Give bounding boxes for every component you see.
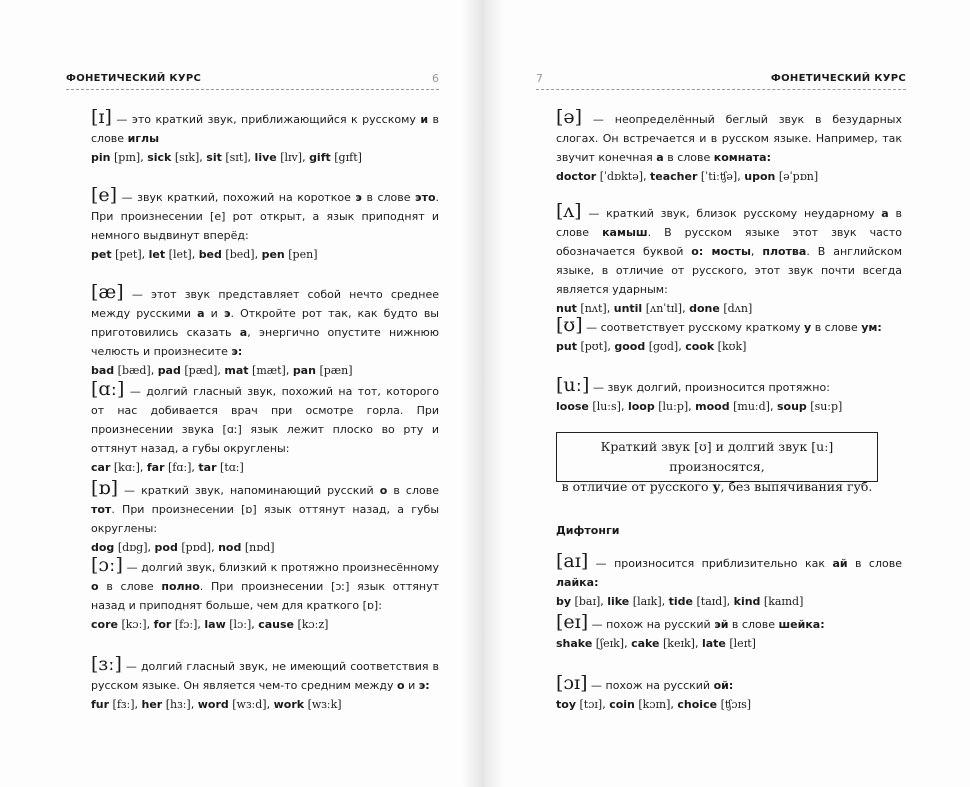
bold-text: э <box>223 307 231 320</box>
transcription: [tɔɪ] <box>579 698 603 711</box>
transcription: [pʊt] <box>580 340 608 353</box>
transcription: [pɒd] <box>181 541 212 554</box>
text: — это краткий звук, приближающийся к русскому <box>111 113 421 126</box>
entry-description <box>91 556 439 615</box>
bold-text: о: мосты <box>691 245 751 258</box>
text: . При произнесении [ɒ] язык оттянут назад, а губы округлены: <box>91 503 439 535</box>
examples-line: shake [ʃeɪk], cake [keɪk], late [leɪt] <box>556 637 756 650</box>
bold-text: лайка: <box>556 576 599 589</box>
example-word: far <box>146 461 165 474</box>
transcription: [keɪk] <box>663 637 695 650</box>
example-word: toy <box>556 698 576 711</box>
transcription: [luːs] <box>592 400 621 413</box>
phonetic-symbol: [æ] <box>91 281 124 303</box>
left-gutter-shadow <box>462 0 484 787</box>
sound-entry <box>91 655 439 714</box>
transcription: [fɑː] <box>168 461 192 474</box>
bold-text: о <box>379 484 388 497</box>
bold-text: у <box>804 321 812 334</box>
example-word: pad <box>157 364 181 377</box>
sound-entry <box>91 186 439 264</box>
example-word: late <box>701 637 726 650</box>
sound-entry <box>556 316 902 356</box>
note-line-2 <box>557 477 877 497</box>
bold-text: камыш <box>602 226 648 239</box>
example-word: word <box>197 698 229 711</box>
phonetic-symbol: [e] <box>91 184 118 206</box>
bold-text: шейка: <box>778 618 825 631</box>
phonetic-symbol: [ɑː] <box>91 378 125 400</box>
transcription: [let] <box>168 248 192 261</box>
text: . В русском языке этот звук часто обозначается буквой <box>556 226 903 258</box>
example-word: mood <box>695 400 730 413</box>
transcription: [pæd] <box>184 364 218 377</box>
transcription: [fɜː] <box>112 698 135 711</box>
example-word: mat <box>224 364 249 377</box>
transcription: [ʧɔɪs] <box>720 698 752 711</box>
text: , <box>750 245 763 258</box>
bold-text: а <box>197 307 205 320</box>
transcription: [gʊd] <box>648 340 679 353</box>
example-word: upon <box>744 170 776 183</box>
text: . При произнесении [e] рот открыт, а язык приподнят и немного выдвинут вперёд: <box>91 191 439 242</box>
phonetic-symbol: [ə] <box>556 106 583 128</box>
text: в слове <box>556 207 902 239</box>
transcription: [wɜːk] <box>307 698 342 711</box>
phonetic-symbol: [ɔː] <box>91 554 123 576</box>
bold-text: комната: <box>713 151 771 164</box>
page-number: 6 <box>432 72 439 85</box>
example-word: work <box>273 698 305 711</box>
example-word: by <box>556 595 572 608</box>
example-word: nut <box>556 302 577 315</box>
text: и <box>404 679 419 692</box>
note-text: , без выпячивания губ. <box>720 479 873 494</box>
transcription: [tɑː] <box>220 461 244 474</box>
text: в слове <box>811 321 862 334</box>
entry-description <box>91 108 439 148</box>
example-word: pin <box>91 151 111 164</box>
note-box <box>556 432 878 494</box>
bold-text: плотва <box>762 245 807 258</box>
phonetic-symbol: [ɒ] <box>91 477 118 499</box>
bold-text: э: <box>418 679 430 692</box>
examples-line: put [pʊt], good [gʊd], cook [kʊk] <box>556 340 747 353</box>
example-word: doctor <box>556 170 597 183</box>
phonetic-symbol: [ʊ] <box>556 314 583 336</box>
sound-entry <box>91 283 439 380</box>
text: в слове <box>98 580 162 593</box>
example-word: fur <box>91 698 110 711</box>
text: в слове <box>361 191 416 204</box>
transcription: [kɔː] <box>121 618 147 631</box>
example-word: until <box>613 302 643 315</box>
bold-text: а <box>881 207 889 220</box>
entry-description <box>556 376 902 397</box>
example-word: pet <box>91 248 112 261</box>
running-title: ФОНЕТИЧЕСКИЙ КУРС <box>770 73 906 84</box>
text: в слове <box>91 113 439 145</box>
text: в слове <box>663 151 714 164</box>
transcription: [pæn] <box>319 364 353 377</box>
transcription: [dɒg] <box>117 541 148 554</box>
running-title: ФОНЕТИЧЕСКИЙ КУРС <box>66 73 202 84</box>
example-word: cook <box>685 340 715 353</box>
transcription: [kɔːz] <box>297 618 329 631</box>
transcription: [suːp] <box>810 400 843 413</box>
entry-description <box>556 316 902 337</box>
transcription: [ˈdɒktə] <box>599 170 643 183</box>
example-word: put <box>556 340 577 353</box>
examples-line: pin [pɪn], sick [sɪk], sit [sɪt], live [lɪv], gift [gɪft] <box>91 151 362 164</box>
left-page-header <box>66 71 439 90</box>
example-word: done <box>689 302 720 315</box>
transcription: [sɪk] <box>174 151 200 164</box>
example-word: car <box>91 461 111 474</box>
transcription: [ˈtiːʧə] <box>700 170 738 183</box>
note-text: в отличие от русского <box>561 479 713 494</box>
example-word: tide <box>668 595 693 608</box>
text: . В английском языке, в отличие от русского, этот звук почти всегда является ударным: <box>556 245 902 296</box>
example-word: cake <box>631 637 660 650</box>
example-word: law <box>204 618 226 631</box>
example-word: loose <box>556 400 589 413</box>
left-page <box>0 0 484 787</box>
bold-text: э: <box>231 345 243 358</box>
text: — звук долгий, произносится протяжно: <box>589 381 830 394</box>
right-gutter-shadow <box>486 0 504 787</box>
example-word: sick <box>147 151 172 164</box>
transcription: [muːd] <box>733 400 770 413</box>
bold-text: эй <box>714 618 729 631</box>
example-word: dog <box>91 541 115 554</box>
example-word: bed <box>198 248 222 261</box>
entry-description <box>556 552 902 592</box>
bold-text: а <box>656 151 664 164</box>
example-word: good <box>614 340 646 353</box>
right-page-header <box>536 71 906 90</box>
phonetic-symbol: [eɪ] <box>556 611 589 633</box>
transcription: [fɔː] <box>174 618 198 631</box>
examples-line: toy [tɔɪ], coin [kɔɪn], choice [ʧɔɪs] <box>556 698 752 711</box>
note-line-1: Краткий звук [ʊ] и долгий звук [uː] произносятся, <box>600 439 834 474</box>
text: . Откройте рот так, как будто вы приготовились сказать <box>91 307 439 339</box>
transcription: [wɜːd] <box>232 698 267 711</box>
example-word: like <box>607 595 630 608</box>
page-number: 7 <box>536 72 543 85</box>
transcription: [dʌn] <box>723 302 753 315</box>
transcription: [lɔː] <box>229 618 252 631</box>
transcription: [hɜː] <box>165 698 191 711</box>
phonetic-symbol: [aɪ] <box>556 550 589 572</box>
example-word: nod <box>218 541 242 554</box>
entry-description <box>91 479 439 538</box>
transcription: [kɑː] <box>113 461 140 474</box>
transcription: [ʃeɪk] <box>595 637 625 650</box>
phonetic-symbol: [ɔɪ] <box>556 672 588 694</box>
example-word: pen <box>261 248 285 261</box>
transcription: [sɪt] <box>225 151 248 164</box>
note-bold-letter: у <box>712 479 721 494</box>
text: — краткий звук, напоминающий русский <box>118 484 380 497</box>
sound-entry <box>91 108 439 167</box>
sound-entry <box>556 108 902 186</box>
transcription: [laɪk] <box>632 595 662 608</box>
transcription: [ʌnˈtɪl] <box>645 302 683 315</box>
diphthong-entry <box>556 674 902 714</box>
text: и <box>204 307 224 320</box>
entry-description <box>91 283 439 361</box>
diphthong-entry <box>556 613 902 653</box>
examples-line: by [baɪ], like [laɪk], tide [taɪd], kind [kaɪnd] <box>556 595 804 608</box>
example-word: let <box>148 248 166 261</box>
text: — соответствует русскому краткому <box>582 321 805 334</box>
sound-entry <box>556 202 902 318</box>
transcription: [kaɪnd] <box>763 595 804 608</box>
phonetic-symbol: [ɪ] <box>91 106 112 128</box>
phonetic-symbol: [ʌ] <box>556 200 582 222</box>
bold-text: о <box>397 679 405 692</box>
text: — похож на русский <box>587 679 714 692</box>
transcription: [lɪv] <box>280 151 303 164</box>
entry-description <box>91 655 439 695</box>
example-word: tar <box>198 461 217 474</box>
bold-text: это <box>415 191 436 204</box>
transcription: [bed] <box>225 248 255 261</box>
examples-line: fur [fɜː], her [hɜː], word [wɜːd], work [wɜːk] <box>91 698 342 711</box>
transcription: [luːp] <box>658 400 689 413</box>
sound-entry <box>91 556 439 634</box>
bold-text: ум: <box>861 321 882 334</box>
transcription: [kɔɪn] <box>638 698 671 711</box>
example-word: for <box>153 618 172 631</box>
bold-text: тот <box>91 503 112 516</box>
sound-entry <box>91 380 439 477</box>
text: в слове <box>387 484 439 497</box>
text: — произносится приблизительно как <box>588 557 833 570</box>
example-word: gift <box>309 151 331 164</box>
text: — этот звук представляет собой нечто среднее между русскими <box>91 288 439 320</box>
text: — долгий звук, близкий к протяжно произнесённому <box>122 561 439 574</box>
entry-description <box>556 613 902 634</box>
transcription: [pen] <box>288 248 318 261</box>
example-word: bad <box>91 364 115 377</box>
transcription: [baɪ] <box>574 595 601 608</box>
entry-description <box>91 380 439 458</box>
text: — звук краткий, похожий на короткое <box>117 191 356 204</box>
transcription: [pɪn] <box>113 151 141 164</box>
examples-line: bad [bæd], pad [pæd], mat [mæt], pan [pæn] <box>91 364 353 377</box>
transcription: [əˈpɒn] <box>778 170 819 183</box>
transcription: [nɒd] <box>244 541 275 554</box>
text: , энергично опустите нижнюю челюсть и произнесите <box>91 326 439 358</box>
example-word: cause <box>258 618 295 631</box>
text: . При произнесении [ɔː] язык оттянут назад и приподнят больше, чем для краткого [ɒ]: <box>91 580 439 612</box>
sound-entry <box>91 479 439 557</box>
text: — долгий гласный звук, не имеющий соответствия в русском языке. Он является чем-то средним между <box>91 660 439 692</box>
entry-description <box>556 674 902 695</box>
transcription: [mæt] <box>252 364 286 377</box>
example-word: pan <box>292 364 316 377</box>
bold-text: ой: <box>713 679 734 692</box>
transcription: [taɪd] <box>696 595 727 608</box>
text: — похож на русский <box>588 618 715 631</box>
example-word: loop <box>627 400 655 413</box>
examples-line: car [kɑː], far [fɑː], tar [tɑː] <box>91 461 244 474</box>
bold-text: э <box>355 191 362 204</box>
example-word: coin <box>609 698 635 711</box>
transcription: [pet] <box>115 248 142 261</box>
text: — краткий звук, близок русскому неударному <box>581 207 882 220</box>
phonetic-symbol: [uː] <box>556 374 590 396</box>
text: — неопределённый беглый звук в безударных слогах. Он встречается и в русском языке. Например, так звучит конечная <box>556 113 902 164</box>
entry-description <box>556 108 902 167</box>
transcription: [gɪft] <box>334 151 362 164</box>
examples-line: nut [nʌt], until [ʌnˈtɪl], done [dʌn] <box>556 302 753 315</box>
example-word: teacher <box>650 170 698 183</box>
text: в слове <box>847 557 902 570</box>
example-word: her <box>141 698 163 711</box>
transcription: [kʊk] <box>717 340 747 353</box>
examples-line: pet [pet], let [let], bed [bed], pen [pen] <box>91 248 318 261</box>
diphthong-entry <box>556 552 902 611</box>
bold-text: и <box>420 113 429 126</box>
transcription: [leɪt] <box>729 637 756 650</box>
bold-text: полно <box>161 580 200 593</box>
text: в слове <box>728 618 779 631</box>
examples-line: doctor [ˈdɒktə], teacher [ˈtiːʧə], upon [əˈpɒn] <box>556 170 819 183</box>
example-word: sit <box>206 151 222 164</box>
sound-entry <box>556 376 902 416</box>
right-page <box>486 0 970 787</box>
example-word: soup <box>776 400 807 413</box>
entry-description <box>556 202 902 299</box>
examples-line: loose [luːs], loop [luːp], mood [muːd], soup [suːp] <box>556 400 843 413</box>
example-word: kind <box>733 595 761 608</box>
example-word: shake <box>556 637 593 650</box>
bold-text: ай <box>832 557 848 570</box>
example-word: pod <box>154 541 178 554</box>
bold-text: о <box>91 580 99 593</box>
phonetic-symbol: [ɜː] <box>91 653 122 675</box>
text: — долгий гласный звук, похожий на тот, которого от нас добивается врач при осмотре горла. При произнесении звука [ɑː] язык лежит плоско во рту и оттянут назад, а губы округлены: <box>91 385 439 455</box>
example-word: core <box>91 618 118 631</box>
example-word: choice <box>677 698 718 711</box>
transcription: [bæd] <box>117 364 151 377</box>
entry-description <box>91 186 439 245</box>
bold-text: иглы <box>127 132 160 145</box>
examples-line: core [kɔː], for [fɔː], law [lɔː], cause [kɔːz] <box>91 618 329 631</box>
transcription: [nʌt] <box>580 302 607 315</box>
examples-line: dog [dɒg], pod [pɒd], nod [nɒd] <box>91 541 275 554</box>
section-title-diphthongs: Дифтонги <box>556 524 620 537</box>
example-word: live <box>254 151 277 164</box>
bold-text: а <box>239 326 248 339</box>
